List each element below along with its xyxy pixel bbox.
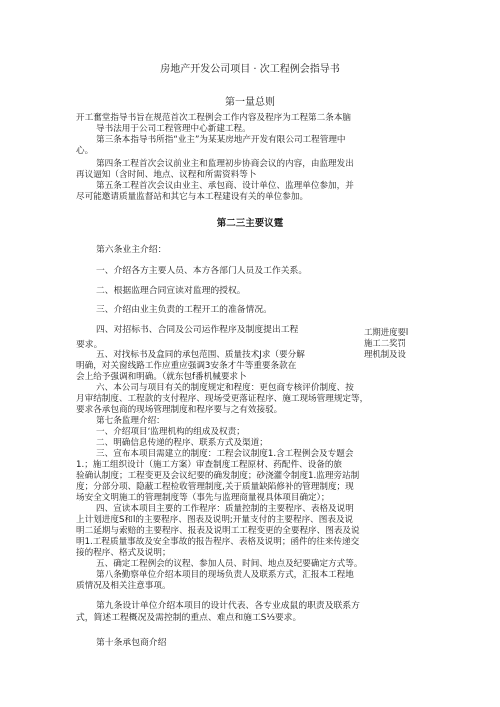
- block-line: 质情况及相关注意事项。: [76, 581, 171, 591]
- ch1-line: 心。: [76, 146, 94, 156]
- block-line: 第八条勤察单位介绍本项目的现场负责人及联系方式，汇报本工程地: [96, 570, 354, 580]
- block-line: 1.；施工组织设计（施工方案）审查制度工程原材、药配件、设备的旅: [76, 460, 343, 470]
- block-line: 二、明确信息传递的程序、联系方式及渠道；: [96, 438, 268, 448]
- ch1-line: 第五条工程首次会议由业主、承包商、设计单位、监理单位参加，并: [96, 181, 354, 191]
- ch1-line: 第三条本指导书所指“业主”为某某房地产开发有限公司工程管理中: [96, 135, 346, 145]
- block-line: 第七条监理介绍：: [96, 416, 165, 426]
- chapter-2-title: 第二三主要议霆: [216, 218, 284, 229]
- document-title: 房地产开发公司项目 · 次工程例会指导书: [160, 64, 340, 75]
- block-line: 明二延期与索赔的主要程序、报表及说明工工程变更的全要程序、图表及说: [76, 526, 360, 536]
- article-6-item-tail: 要求。: [76, 340, 103, 350]
- article-6-heading: 第六条业主介绍：: [96, 245, 167, 255]
- block-line: 上计划进度S和l的主要程序、图表及说明;开量支付的主要程序、图表及说: [76, 515, 354, 525]
- article-6-item: 三、介绍由业主负责的工程开工的准备情况。: [96, 305, 272, 315]
- ch1-line: 开工奮堂指导书旨在规范首次工程例会工作内容及程序为工程第二条本脑: [76, 113, 352, 123]
- block-line: 场安全文明施工的管理制度等（事先与监理商量视具体项目确定）；: [76, 493, 330, 503]
- ch1-line: 第四条工程首次会议前业主和监理初步协商会议的内容，由监理发出: [96, 159, 354, 169]
- block-line: 六、本公司与项目有关的制度规定和程度：更包商专核评价制度、按: [96, 383, 354, 393]
- ch1-line: 尽可能邀请质量监督站和其它与本工程建设有关的单位参加。: [76, 192, 309, 202]
- ch1-line: 再议逼知（含时间、地点、议程和所需资料等卜: [76, 170, 257, 180]
- block-line: 要求各承包商的现场管理制度和程序要与之有效接驳。: [76, 405, 283, 415]
- block-line: 五、对找标书及盒同的承包范围、质量技术J求（要分解: [96, 350, 305, 360]
- side-note-line: 施工二奖罚: [364, 338, 406, 348]
- block-line: 三、宣布本项目需建立的制度：工程会议制度1.含工程例会及专题会: [96, 449, 354, 459]
- ch1-line: 导书法用于公司工程管理中心新建工程。: [96, 124, 251, 134]
- article-6-item: 二、根据监理合同宣读对监理的授权。: [96, 286, 246, 296]
- block-line: 接的程序、格式及说明；: [76, 548, 171, 558]
- block-line: 明1.工程质量事故及安全事故的报告程序、表格及说明；函件的往来传递交: [76, 537, 360, 547]
- article-9-line: 第九条设计单位介绍本项目的设计代表、各专业成鼠的职责及联系方: [96, 601, 360, 611]
- block-line: 四、宣读本项目主要的工作程序：质量控制的主要程序、表格及说明: [96, 504, 354, 514]
- block-line: 验确认制度；工程变更及会议纪要的确发制度；砂浇灌令制度1.监理旁站制: [76, 471, 360, 481]
- block-line: 五、确定工程例会的议程、参加人员、时间、地点及纪要确定方式等。: [96, 559, 363, 569]
- chapter-1-title: 第一量总则: [225, 97, 275, 108]
- article-6-item: 四、对招标书、合同及公司运作程序及制度提出工程: [96, 325, 299, 335]
- side-note-line: 理机制及设: [364, 349, 406, 359]
- article-9-line: 式，简述工程概况及需控制的重点、难点和施工S⅓要求。: [76, 613, 302, 623]
- block-line: 一、介绍项目‘监理机构的组成及权责；: [96, 427, 245, 437]
- block-line: 月审结制度、工程款的支付程序、现场受更落证程序、施工现场管理规定等，: [76, 394, 369, 404]
- block-line: 明确，对关窗线路工作应重应强调3安条才牛等重要条款在: [76, 361, 297, 371]
- block-line: 会上给予强调和明确。（就东包f番机械要求卜: [76, 372, 247, 382]
- block-line: 度；分部分项、隐蔽工程检收管理制度,关于质量缺陷修补的管理制度；现: [76, 482, 354, 492]
- article-6-item: 一、介绍各方主要人员、本方各部门人员及工作关系。: [96, 266, 308, 276]
- article-10-heading: 第十条承包商介绍: [96, 638, 167, 648]
- side-note-line: 工期进度要l: [364, 327, 409, 337]
